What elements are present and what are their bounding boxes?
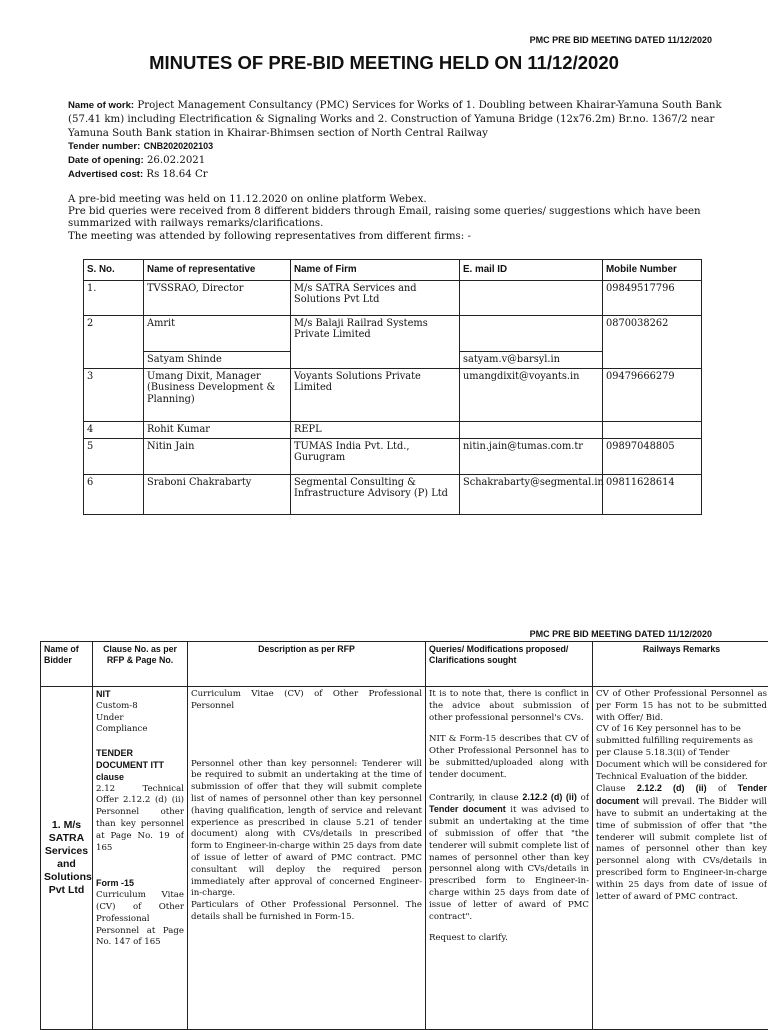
advertised-cost xyxy=(68,168,738,182)
cell-representative: Sraboni Chakrabarty xyxy=(144,474,291,514)
desc-particulars: Particulars of Other Professional Personnel. The details shall be furnished in Form-15. xyxy=(191,900,422,924)
cell-sno: 6 xyxy=(84,474,144,514)
clause-form: Form -15 xyxy=(96,878,184,890)
opening-date-value: 26.02.2021 xyxy=(147,155,205,166)
cell-bidder: 1. M/s SATRA Services and Solutions Pvt Ltd xyxy=(41,687,93,1030)
tender-number-value: CNB2020202103 xyxy=(144,141,214,151)
table-row xyxy=(84,474,702,514)
table-row xyxy=(84,421,702,438)
clause-td-text: 2.12 Technical Offer 2.12.2 (d) (ii) Personnel other than key personnel at Page No. 19 of 165 xyxy=(96,784,184,855)
remark-cv-other: CV of Other Professional Personnel as per Form 15 has not to be submitted with Offer/ Bid. xyxy=(596,689,767,724)
name-of-work xyxy=(68,99,738,140)
remark-cv-key: CV of 16 Key personnel has to be submitted fulfilling requirements as per Clause 5.18.3(ii) of Tender Document which will be considered for Technical Evaluation of the bidder. xyxy=(596,724,767,783)
cell-mobile: 09897048805 xyxy=(603,438,702,474)
col-representative: Name of representative xyxy=(144,260,291,281)
advertised-cost-value: Rs 18.64 Cr xyxy=(146,169,207,180)
cell-sno: 4 xyxy=(84,421,144,438)
cell-email: satyam.v@barsyl.in xyxy=(460,351,603,368)
cell-representative: Nitin Jain xyxy=(144,438,291,474)
intro-line-3: The meeting was attended by following representatives from different firms: - xyxy=(68,231,748,243)
cell-representative: Rohit Kumar xyxy=(144,421,291,438)
cell-email xyxy=(460,421,603,438)
cell-sno: 3 xyxy=(84,368,144,421)
remark-clause: Clause 2.12.2 (d) (ii) of Tender document will prevail. The Bidder will have to submit an undertaking at the time of submission of offer that "the tenderer will submit complete list of names of personnel other than key personnel along with CVs/details in prescribed form to Engineer-in-charge within 25 days from date of issue of letter of award of PMC contract. xyxy=(596,783,767,903)
cell-email xyxy=(460,315,603,351)
cell-email: umangdixit@voyants.in xyxy=(460,368,603,421)
clause-nit-text: Custom-8 Under Compliance xyxy=(96,701,184,736)
queries-header-row xyxy=(41,642,768,687)
cell-mobile: 09479666279 xyxy=(603,368,702,421)
cell-representative: Satyam Shinde xyxy=(144,351,291,368)
clause-td: TENDER DOCUMENT ITT clause xyxy=(96,748,184,783)
cell-mobile: 09811628614 xyxy=(603,474,702,514)
page-header-2: PMC PRE BID MEETING DATED 11/12/2020 xyxy=(530,629,712,639)
representatives-table xyxy=(83,259,702,515)
page-header: PMC PRE BID MEETING DATED 11/12/2020 xyxy=(530,35,712,45)
tender-number-label: Tender number: xyxy=(68,141,140,152)
queries-table xyxy=(40,641,768,1030)
work-details xyxy=(68,99,738,182)
name-of-work-label: Name of work: xyxy=(68,100,134,111)
table-row xyxy=(84,438,702,474)
col-clause: Clause No. as per RFP & Page No. xyxy=(93,642,188,687)
intro-text xyxy=(68,194,748,243)
cell-representative: Amrit xyxy=(144,315,291,351)
table-row xyxy=(84,368,702,421)
query-nit-form: NIT & Form-15 describes that CV of Other Professional Personnel has to be submitted/uploaded along with tender document. xyxy=(429,734,589,781)
cell-queries xyxy=(426,687,593,1030)
cell-mobile: 0870038262 xyxy=(603,315,702,368)
col-mobile: Mobile Number xyxy=(603,260,702,281)
intro-line-2: Pre bid queries were received from 8 different bidders through Email, raising some queries/ suggestions which have been summarized with railways remarks/clarifications. xyxy=(68,206,748,230)
cell-clause xyxy=(93,687,188,1030)
clause-form-text: Curriculum Vitae (CV) of Other Professional Personnel at Page No. 147 of 165 xyxy=(96,890,184,949)
col-sno: S. No. xyxy=(84,260,144,281)
intro-line-1: A pre-bid meeting was held on 11.12.2020 on online platform Webex. xyxy=(68,194,748,206)
cell-firm: Segmental Consulting & Infrastructure Advisory (P) Ltd xyxy=(291,474,460,514)
cell-remarks xyxy=(593,687,768,1030)
cell-representative: Umang Dixit, Manager (Business Development & Planning) xyxy=(144,368,291,421)
clause-nit: NIT xyxy=(96,689,184,701)
query-request: Request to clarify. xyxy=(429,933,589,945)
cell-email: Schakrabarty@segmental.in xyxy=(460,474,603,514)
query-contrarily: Contrarily, in clause 2.12.2 (d) (ii) of Tender document it was advised to submit an undertaking at the time of submission of offer that "the tenderer will submit complete list of names of personnel other than key personnel along with CVs/details in prescribed form to Engineer-in-charge within 25 days from date of issue of letter of award of PMC contract". xyxy=(429,792,589,924)
cell-firm: REPL xyxy=(291,421,460,438)
table-row xyxy=(84,280,702,315)
cell-firm: TUMAS India Pvt. Ltd., Gurugram xyxy=(291,438,460,474)
cell-mobile xyxy=(603,421,702,438)
tender-number xyxy=(68,140,738,154)
col-remarks: Railways Remarks xyxy=(593,642,768,687)
desc-personnel: Personnel other than key personnel: Tenderer will be required to submit an undertaking at the time of submission of offer that they will submit complete list of names of personnel other than key personnel (having qualification, length of service and relevant experience as prescribed in clause 5.21 of tender document) along with CVs/details in prescribed form to Engineer-in-charge within 25 days from date of issue of letter of award of PMC contract. PMC consultant will deploy the required person immediately after approval of concerned Engineer-in-charge. xyxy=(191,759,422,901)
name-of-work-text: Project Management Consultancy (PMC) Services for Works of 1. Doubling between Khairar-Yamuna South Bank (57.41 km) including Electrification & Signaling Works and 2. Construction of Yamuna Bridge (12x76.2m) Br.no. 1367/2 near Yamuna South Bank station in Khairar-Bhimsen section of North Central Railway xyxy=(68,100,722,139)
col-queries: Queries/ Modifications proposed/ Clarifications sought xyxy=(426,642,593,687)
table-header-row xyxy=(84,260,702,281)
col-description: Description as per RFP xyxy=(188,642,426,687)
query-conflict: It is to note that, there is conflict in the advice about submission of other professional personnel's CVs. xyxy=(429,689,589,724)
table-row xyxy=(84,315,702,351)
cell-representative: TVSSRAO, Director xyxy=(144,280,291,315)
cell-email: nitin.jain@tumas.com.tr xyxy=(460,438,603,474)
cell-email xyxy=(460,280,603,315)
opening-date-label: Date of opening: xyxy=(68,155,144,166)
table-row xyxy=(41,687,768,1030)
cell-firm: M/s SATRA Services and Solutions Pvt Ltd xyxy=(291,280,460,315)
cell-mobile: 09849517796 xyxy=(603,280,702,315)
cell-sno: 2 xyxy=(84,315,144,368)
advertised-cost-label: Advertised cost: xyxy=(68,169,143,180)
cell-firm: Voyants Solutions Private Limited xyxy=(291,368,460,421)
cell-firm: M/s Balaji Railrad Systems Private Limited xyxy=(291,315,460,368)
col-firm: Name of Firm xyxy=(291,260,460,281)
col-bidder: Name of Bidder xyxy=(41,642,93,687)
cell-sno: 5 xyxy=(84,438,144,474)
opening-date xyxy=(68,154,738,168)
cell-description xyxy=(188,687,426,1030)
cell-sno: 1. xyxy=(84,280,144,315)
page-title: MINUTES OF PRE-BID MEETING HELD ON 11/12/2020 xyxy=(0,52,768,74)
desc-cv: Curriculum Vitae (CV) of Other Professional Personnel xyxy=(191,689,422,713)
col-email: E. mail ID xyxy=(460,260,603,281)
